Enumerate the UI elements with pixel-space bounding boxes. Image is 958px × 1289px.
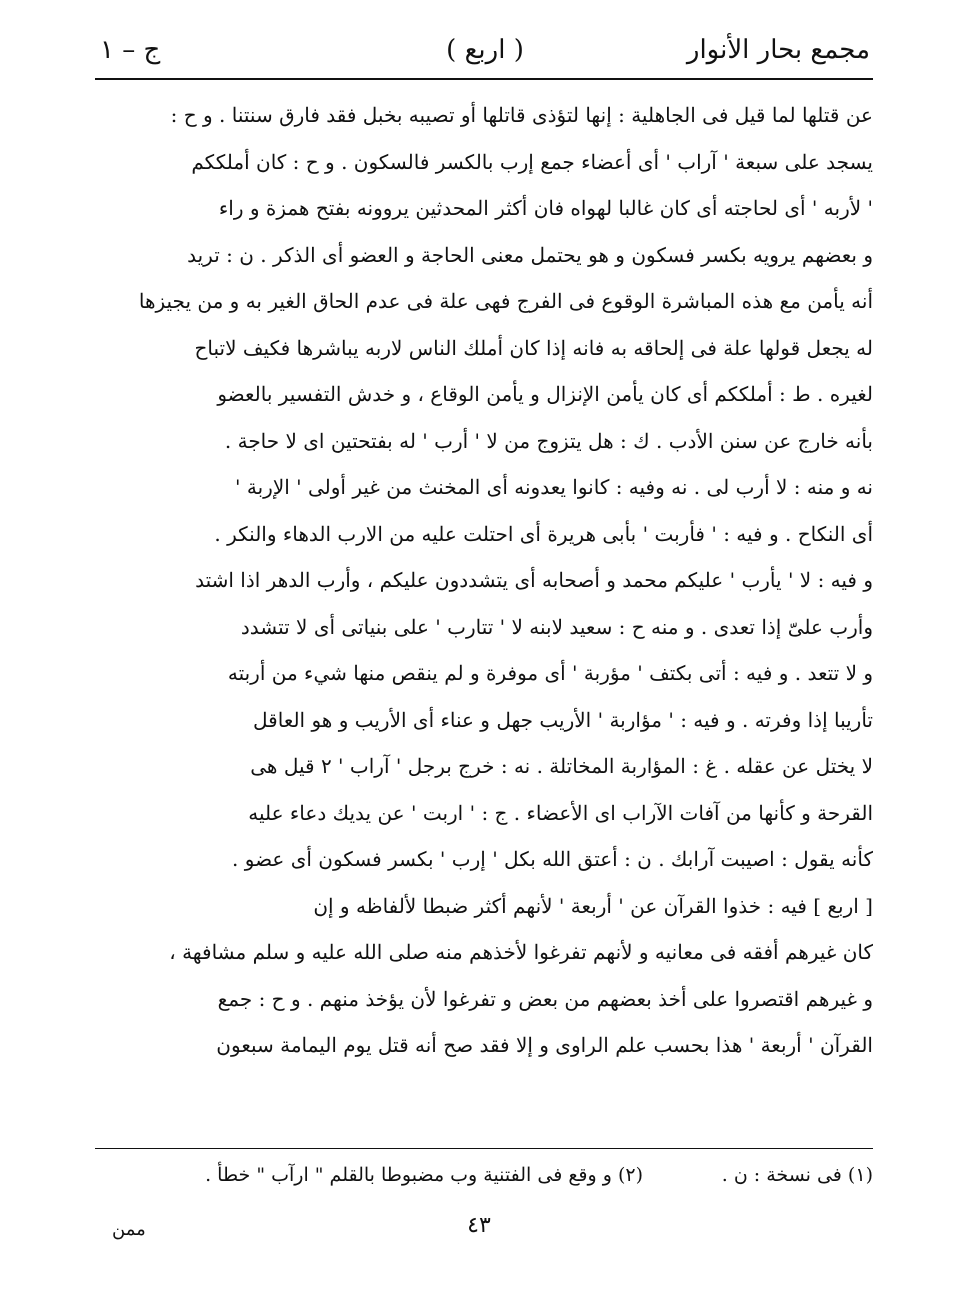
- text-line: [ اربع ] فيه : خذوا القرآن عن ' أربعة ' لأنهم أكثر ضبطا لألفاظه و إن: [313, 893, 873, 918]
- text-line: وأرب علىّ إذا تعدى . و منه ح : سعيد لابنه لا ' تتارب ' على بنياتى أى لا تتشدد: [240, 614, 873, 639]
- text-line: نه و منه : لا أرب لى . نه وفيه : كانوا يعدونه أى المخنث من غير أولى ' الإربة ': [235, 475, 873, 499]
- text-line: أى النكاح . و فيه : ' فأربت ' بأبى هريرة أى احتلت عليه من الارب الدهاء والنكر .: [214, 521, 873, 546]
- footnotes: [95, 1155, 873, 1195]
- footnote-rule: [95, 1148, 873, 1149]
- text-line: لغيره . ط : أملككم أى كان يأمن الإنزال و يأمن الوقاع ، و خدش التفسير بالعضو: [217, 382, 873, 406]
- catchword: ممن: [112, 1219, 146, 1240]
- text-line: يسجد على سبعة ' آراب ' أى أعضاء جمع إرب بالكسر فالسكون . و ح : كان أملككم: [191, 149, 873, 174]
- text-line: القرآن ' أربعة ' هذا بحسب علم الراوى و إلا فقد صح أنه قتل يوم اليمامة سبعون: [216, 1033, 873, 1057]
- footnote-1: (١) فى نسخة : ن .: [721, 1164, 873, 1186]
- text-line: لا يختل عن عقله . غ : المؤاربة المخاتلة . نه : خرج برجل ' آراب ' ٢ قيل هى: [250, 754, 873, 778]
- text-line: له يجعل قولها علة فى إلحاقه به فانه إذا كان أملك الناس لاربه يباشرها فكيف لاتباح: [194, 335, 873, 360]
- text-line: و لا تتعد . و فيه : أتى بكتف ' مؤربة ' أى موفرة و لم ينقص منها شيء من أربته: [227, 661, 873, 685]
- text-line: و غيرهم اقتصروا على أخذ بعضهم من بعض و تفرغوا لأن يؤخذ منهم . و ح : جمع: [217, 986, 873, 1011]
- text-line: أنه يأمن مع هذه المباشرة الوقوع فى الفرج فهى علة فى عدم الحاق الغير به و من يجيزها: [138, 289, 873, 313]
- text-line: و بعضهم يرويه بكسر فسكون و هو يحتمل معنى الحاجة و العضو أى الذكر . ن : تريد: [187, 242, 873, 267]
- text-line: كأنه يقول : اصيبت آرابك . ن : أعتق الله بكل ' إرب ' بكسر فسكون أى عضو .: [232, 847, 873, 871]
- text-line: تأريبا إذا وفرته . و فيه : ' مؤاربة ' الأريب جهل و عناء أى الأريب و هو العاقل: [253, 707, 873, 732]
- text-line: عن قتلها لما قيل فى الجاهلية : إنها لتؤذى قاتلها أو تصيبه بخبل فقد فارق سنتنا . و ح :: [170, 103, 873, 127]
- page-number: ٤٣: [467, 1213, 491, 1238]
- volume-label: ج – ١: [100, 35, 161, 65]
- header-rule: [95, 78, 873, 80]
- text-line: و فيه : لا ' يأرب ' عليكم محمد و أصحابه أى يتشددون عليكم ، وأرب الدهر اذا اشتد: [195, 568, 873, 592]
- text-line: ' لأربه ' أى لحاجته أى كان غالبا لهواه فان أكثر المحدثين يروونه بفتح همزة و راء: [218, 196, 873, 220]
- text-line: القرحة و كأنها من آفات الآراب اى الأعضاء . ج : ' اربت ' عن يديك دعاء عليه: [248, 800, 873, 825]
- book-title: مجمع بحار الأنوار: [686, 35, 870, 65]
- main-text: [95, 92, 873, 1069]
- text-line: كان غيرهم أفقه فى معانيه و لأنهم تفرغوا لأخذهم منه صلى الله عليه و سلم مشافهة ،: [169, 940, 873, 964]
- footnote-2: (٢) و وقع فى الفتنية وب مضبوطا بالقلم " ارآب " خطأ .: [205, 1164, 643, 1186]
- text-line: بأنه خارج عن سنن الأدب . ك : هل يتزوج من لا ' أرب ' له بفتحتين اى لا حاجة .: [224, 428, 873, 453]
- entry-heading: ( اربع ): [446, 35, 524, 65]
- running-header: [100, 30, 870, 74]
